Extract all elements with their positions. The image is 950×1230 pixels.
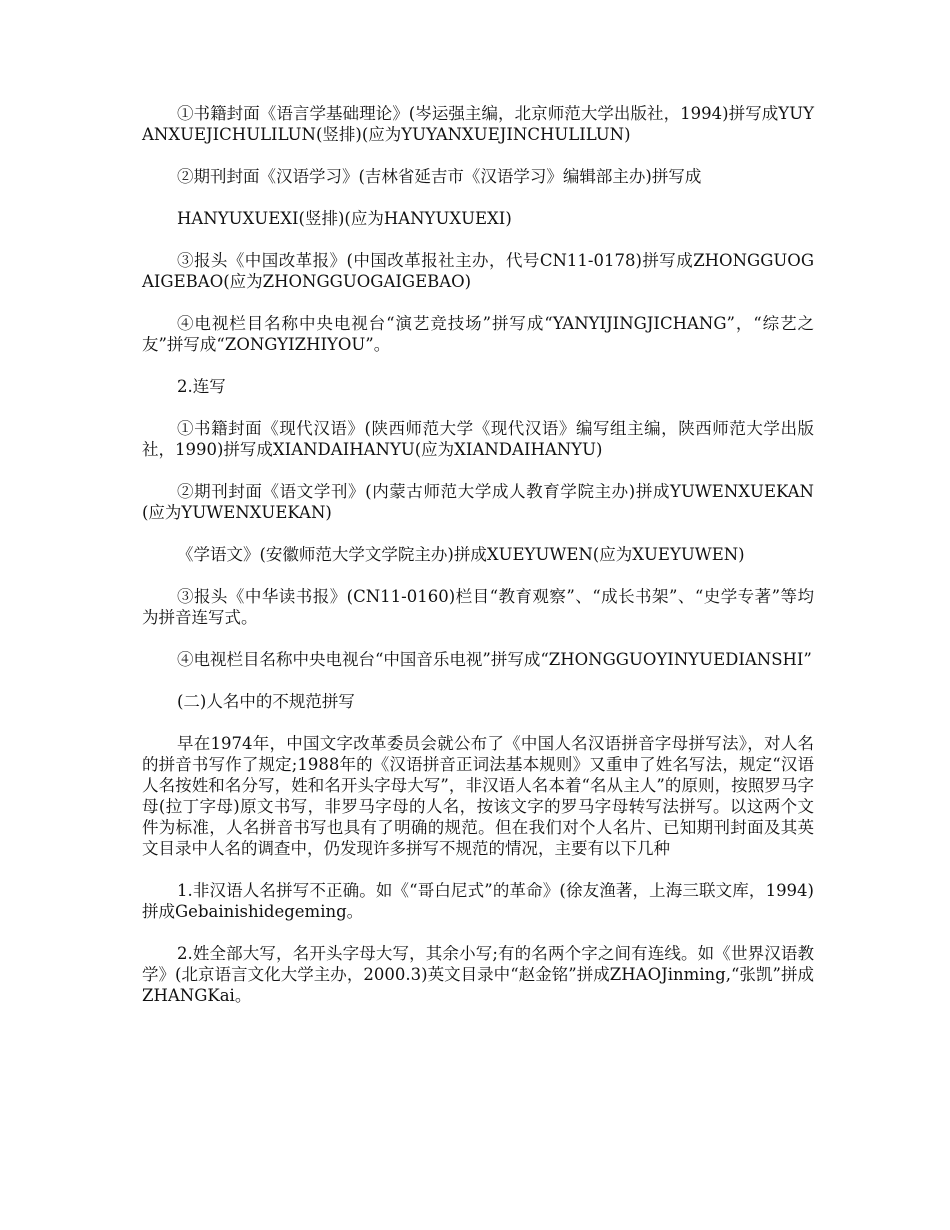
paragraph-tv-program: ④电视栏目名称中央电视台“演艺竞技场”拼写成“YANYIJINGJICHANG”，“综艺之友”拼写成“ZONGYIZHIYOU”。 [142,314,814,354]
paragraph-tv-program-joined: ④电视栏目名称中央电视台“中国音乐电视”拼写成“ZHONGGUOYINYUEDIANSHI” [177,650,812,669]
paragraph-surname-capitalization: 2.姓全部大写，名开头字母大写，其余小写;有的名两个字之间有连线。如《世界汉语教学》(北京语言文化大学主办，2000.3)英文目录中“赵金铭”拼成ZHAOJinming,“张凯”拼成ZHANGKai。 [142,944,814,1005]
paragraph-book-cover-joined: ①书籍封面《现代汉语》(陕西师范大学《现代汉语》编写组主编，陕西师范大学出版社，1990)拼写成XIANDAIHANYU(应为XIANDAIHANYU) [142,419,814,459]
section-heading-personal-names: (二)人名中的不规范拼写 [177,692,355,711]
section-heading-joined-writing: 2.连写 [177,377,226,396]
paragraph-name-rules: 早在1974年，中国文字改革委员会就公布了《中国人名汉语拼音字母拼写法》，对人名的拼音书写作了规定;1988年的《汉语拼音正词法基本规则》又重申了姓名写法，规定“汉语人名按姓和名分写，姓和名开头字母大写”，非汉语人名本着“名从主人”的原则，按照罗马字母(拉丁字母)原文书写，非罗马字母的人名，按该文字的罗马字母转写法拼写。以这两个文件为标准，人名拼音书写也具有了明确的规范。但在我们对个人名片、已知期刊封面及其英文目录中人名的调查中，仍发现许多拼写不规范的情况，主要有以下几种 [142,734,814,858]
paragraph-newspaper-columns: ③报头《中华读书报》(CN11-0160)栏目“教育观察”、“成长书架”、“史学专著”等均为拼音连写式。 [142,587,814,627]
paragraph-foreign-names: 1.非汉语人名拼写不正确。如《“哥白尼式”的革命》(徐友渔著，上海三联文库，1994)拼成Gebainishidegeming。 [142,881,814,921]
paragraph-newspaper-masthead: ③报头《中国改革报》(中国改革报社主办，代号CN11-0178)拼写成ZHONGGUOGAIGEBAO(应为ZHONGGUOGAIGEBAO) [142,251,814,291]
paragraph-journal-cover-spelling: HANYUXUEXI(竖排)(应为HANYUXUEXI) [177,209,512,228]
paragraph-journal-cover-joined: ②期刊封面《语文学刊》(内蒙古师范大学成人教育学院主办)拼成YUWENXUEKAN(应为YUWENXUEKAN) [142,482,814,522]
paragraph-journal-cover: ②期刊封面《汉语学习》(吉林省延吉市《汉语学习》编辑部主办)拼写成 [177,167,702,186]
paragraph-book-cover-vertical: ①书籍封面《语言学基础理论》(岑运强主编，北京师范大学出版社，1994)拼写成YUYANXUEJICHULILUN(竖排)(应为YUYANXUEJINCHULILUN) [142,104,814,144]
paragraph-xueyuwen: 《学语文》(安徽师范大学文学院主办)拼成XUEYUWEN(应为XUEYUWEN) [177,545,745,564]
document-body [142,103,814,1027]
